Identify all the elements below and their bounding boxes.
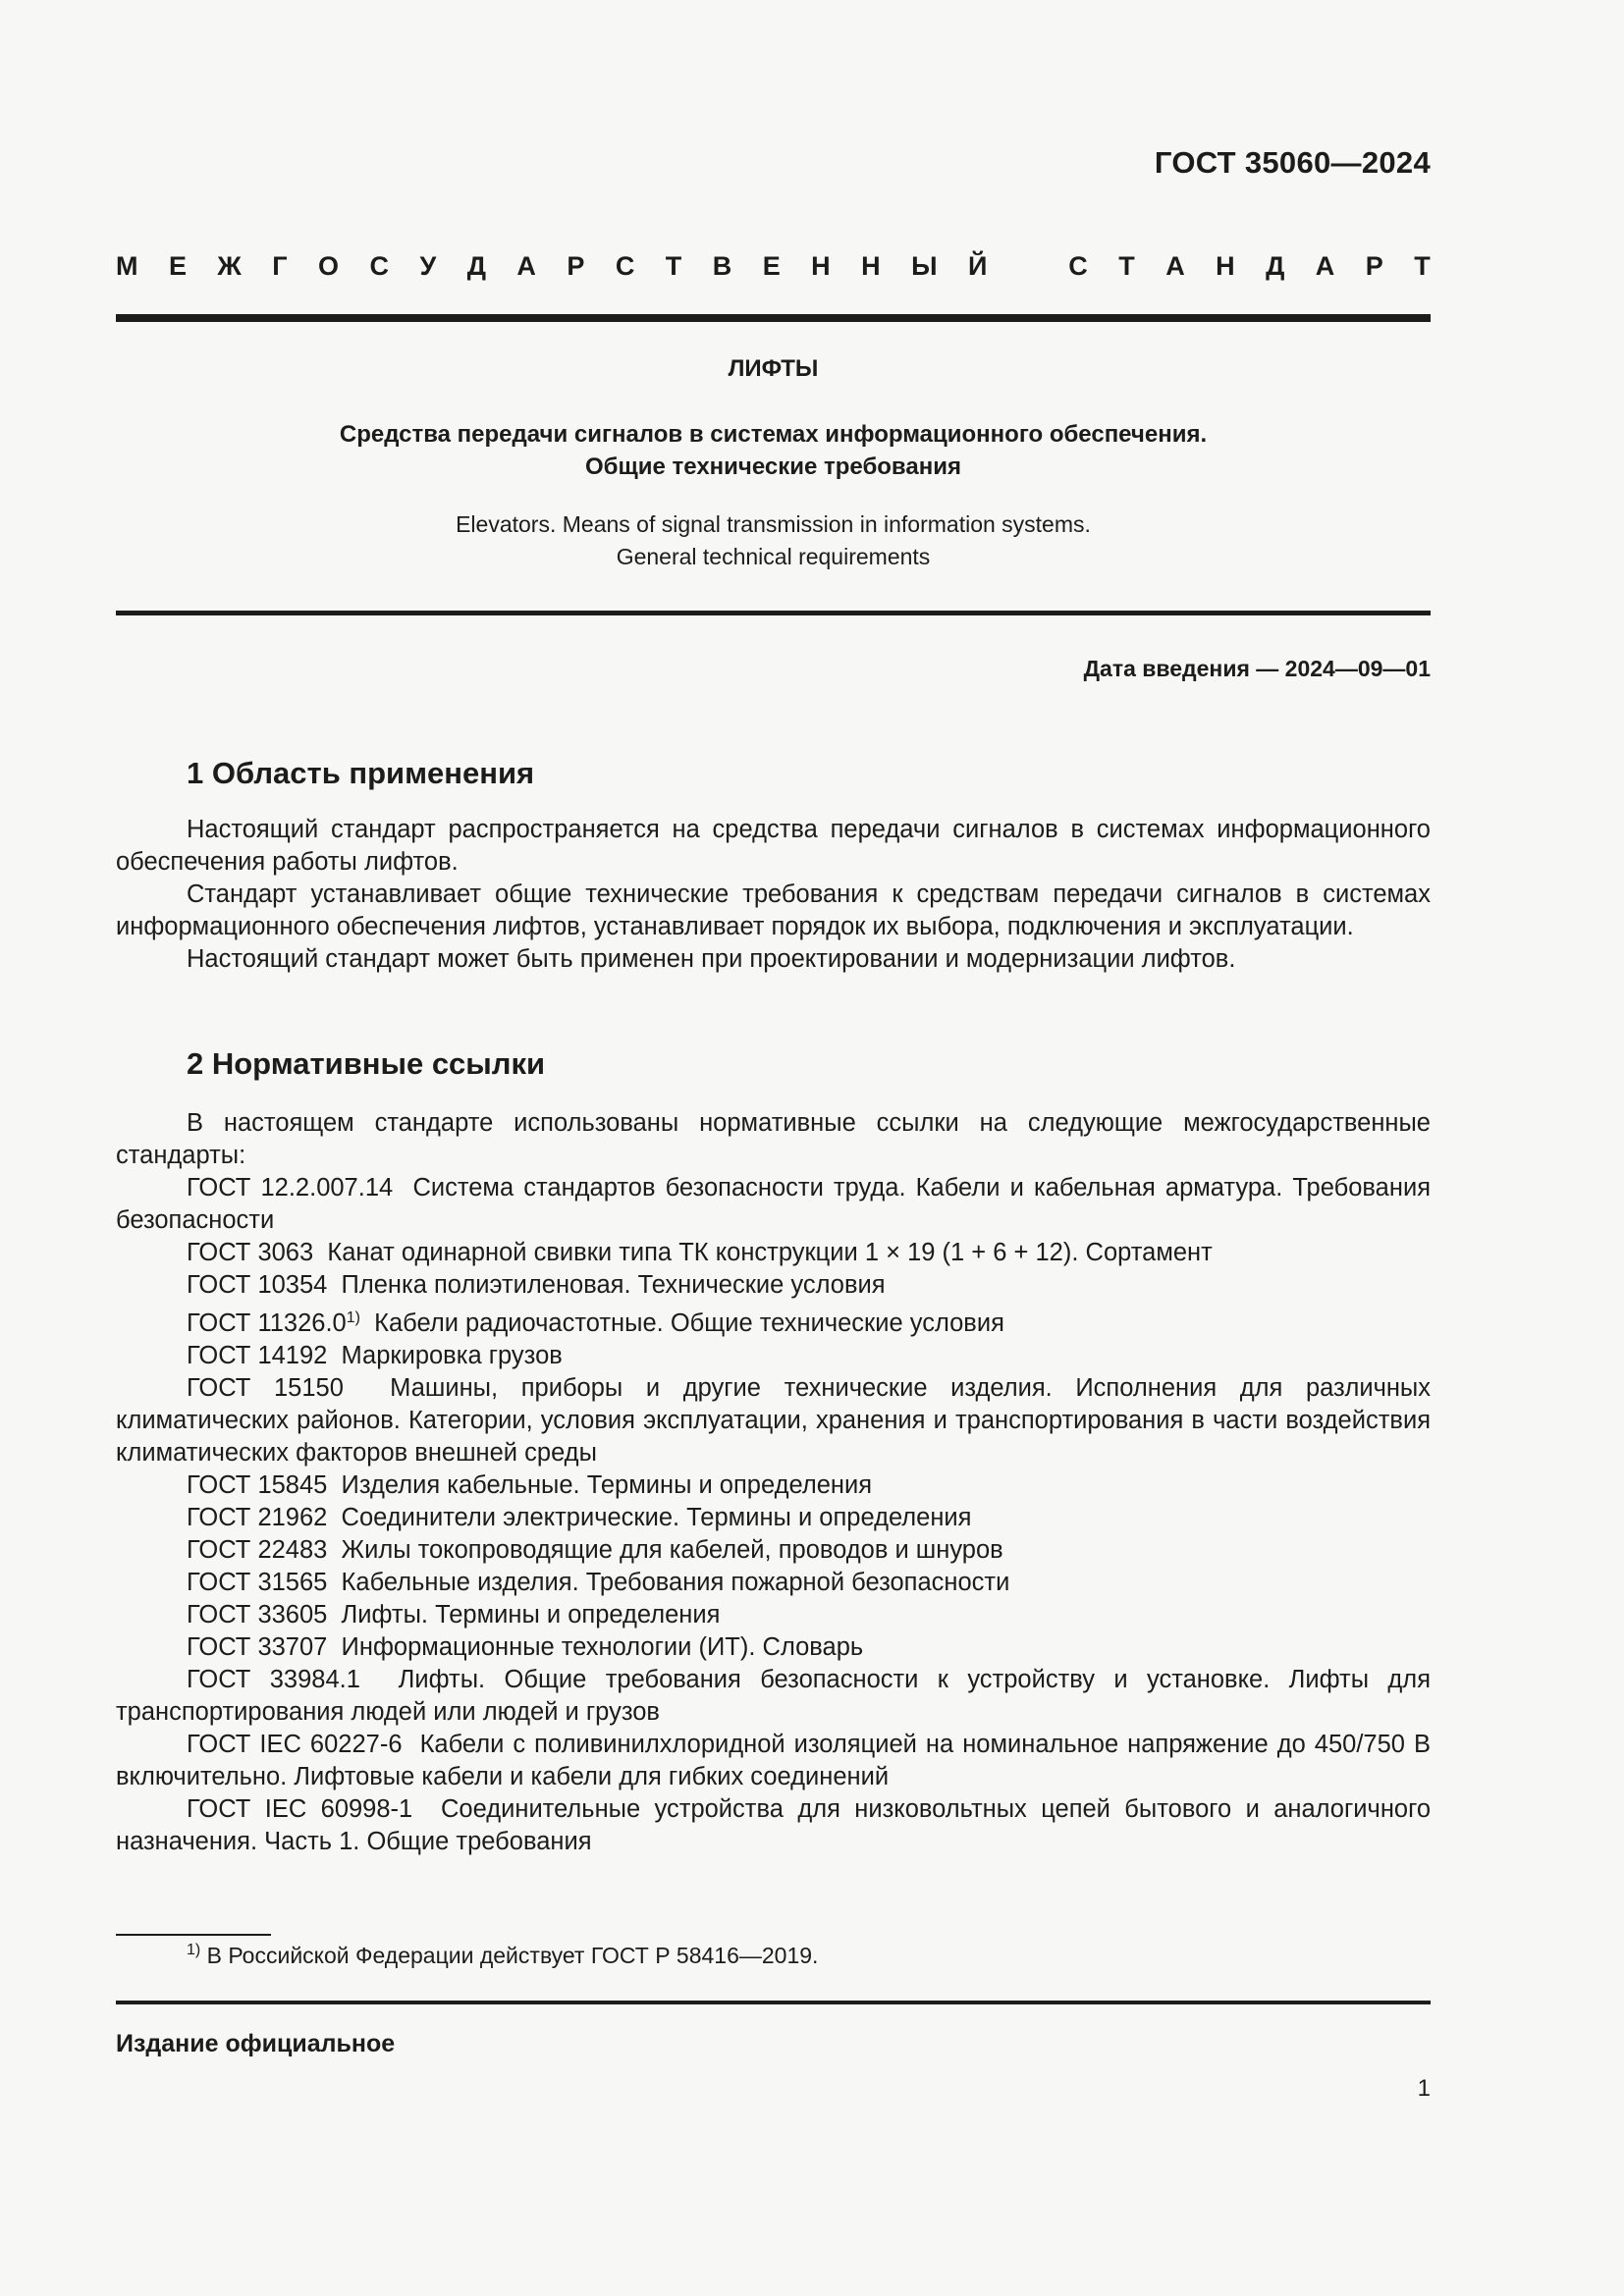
standard-type-heading bbox=[116, 251, 1431, 282]
reference-code: ГОСТ 33984.1 bbox=[187, 1666, 360, 1693]
reference-item bbox=[116, 1340, 1431, 1372]
standard-type-letter bbox=[1018, 251, 1038, 282]
reference-code: ГОСТ 33605 bbox=[187, 1601, 328, 1629]
top-thick-rule bbox=[116, 314, 1431, 322]
title-bottom-rule bbox=[116, 611, 1431, 615]
title-english-line-2: General technical requirements bbox=[616, 544, 931, 569]
standard-type-letter: С bbox=[369, 251, 390, 281]
reference-code: ГОСТ IEC 60998-1 bbox=[187, 1795, 413, 1823]
reference-code: ГОСТ 14192 bbox=[187, 1342, 328, 1369]
reference-item bbox=[116, 1664, 1431, 1729]
reference-item bbox=[116, 1237, 1431, 1269]
standard-type-letter: В bbox=[712, 251, 732, 281]
reference-code: ГОСТ IEC 60227-6 bbox=[187, 1731, 403, 1758]
standard-type-letter: Й bbox=[967, 251, 988, 281]
reference-code: ГОСТ 12.2.007.14 bbox=[187, 1174, 394, 1201]
reference-code: ГОСТ 22483 bbox=[187, 1536, 328, 1564]
title-english-line-1: Elevators. Means of signal transmission in information systems. bbox=[456, 511, 1091, 537]
reference-item bbox=[116, 1172, 1431, 1237]
reference-title: Соединительные устройства для низковольтных цепей бытового и аналогичного назначения. Часть 1. Общие требования bbox=[116, 1795, 1432, 1855]
document-number: ГОСТ 35060—2024 bbox=[1154, 145, 1431, 180]
footnote-reference-mark: 1) bbox=[346, 1309, 360, 1326]
section-2-body bbox=[116, 1107, 1431, 1858]
footnote-mark: 1) bbox=[187, 1942, 201, 1958]
reference-title: Кабели с поливинилхлоридной изоляцией на номинальное напряжение до 450/750 В включительно. Лифтовые кабели и кабели для гибких соединений bbox=[116, 1731, 1431, 1790]
reference-code: ГОСТ 33707 bbox=[187, 1633, 328, 1661]
reference-code: ГОСТ 3063 bbox=[187, 1239, 314, 1266]
footer-rule bbox=[116, 2001, 1431, 2004]
standard-type-letter: А bbox=[1165, 251, 1185, 281]
reference-code: ГОСТ 31565 bbox=[187, 1569, 328, 1596]
standard-type-letter: Т bbox=[1118, 251, 1135, 281]
standard-type-letter: Н bbox=[1216, 251, 1235, 281]
reference-title: Машины, приборы и другие технические изделия. Исполнения для различных климатических районов. Категории, условия эксплуатации, хранения и транспортирования в части воздействия климатических факторов внешней среды bbox=[116, 1374, 1432, 1467]
reference-title: Маркировка грузов bbox=[341, 1342, 563, 1369]
reference-item bbox=[116, 1793, 1431, 1858]
reference-item bbox=[116, 1372, 1431, 1469]
section-1-body bbox=[116, 814, 1431, 976]
standard-type-letter: У bbox=[419, 251, 437, 281]
reference-code: ГОСТ 15845 bbox=[187, 1471, 328, 1499]
reference-title: Соединители электрические. Термины и определения bbox=[341, 1504, 972, 1531]
standard-type-letter: А bbox=[516, 251, 536, 281]
reference-title: Жилы токопроводящие для кабелей, проводов и шнуров bbox=[341, 1536, 1003, 1564]
reference-title: Система стандартов безопасности труда. Кабели и кабельная арматура. Требования безопасности bbox=[116, 1174, 1432, 1234]
title-russian-line-1: Средства передачи сигналов в системах информационного обеспечения. bbox=[339, 421, 1208, 448]
official-edition-label: Издание официальное bbox=[116, 2030, 396, 2057]
section-2-heading: 2 Нормативные ссылки bbox=[187, 1046, 546, 1081]
standard-type-letter: А bbox=[1315, 251, 1335, 281]
standard-type-letter: Р bbox=[567, 251, 585, 281]
title-english bbox=[116, 508, 1431, 573]
section-1-heading: 1 Область применения bbox=[187, 756, 535, 790]
reference-item bbox=[116, 1269, 1431, 1302]
standard-type-letter: Р bbox=[1365, 251, 1383, 281]
introduction-date: Дата введения — 2024—09—01 bbox=[1083, 656, 1431, 681]
standard-type-letter: О bbox=[318, 251, 340, 281]
standard-type-letter: Т bbox=[665, 251, 682, 281]
standard-type-letter: Е bbox=[762, 251, 781, 281]
standard-type-letter: Д bbox=[466, 251, 486, 281]
section-1-paragraph: Стандарт устанавливает общие технические требования к средствам передачи сигналов в системах информационного обеспечения лифтов, устанавливает порядок их выбора, подключения и эксплуатации. bbox=[116, 881, 1431, 940]
section-1-paragraph: Настоящий стандарт может быть применен при проектировании и модернизации лифтов. bbox=[187, 945, 1236, 973]
reference-item bbox=[116, 1302, 1431, 1340]
standard-type-letter: С bbox=[1068, 251, 1088, 281]
reference-title: Информационные технологии (ИТ). Словарь bbox=[341, 1633, 864, 1661]
reference-title: Изделия кабельные. Термины и определения bbox=[341, 1471, 873, 1499]
reference-code: ГОСТ 15150 bbox=[187, 1374, 344, 1402]
reference-item bbox=[116, 1631, 1431, 1664]
reference-title: Пленка полиэтиленовая. Технические условия bbox=[341, 1271, 886, 1299]
reference-item bbox=[116, 1567, 1431, 1599]
footnote-separator bbox=[116, 1934, 271, 1936]
reference-item bbox=[116, 1534, 1431, 1567]
standard-type-letter: Ж bbox=[217, 251, 242, 281]
reference-code: ГОСТ 10354 bbox=[187, 1271, 328, 1299]
title-russian bbox=[116, 418, 1431, 483]
footnote-text: В Российской Федерации действует ГОСТ Р 58416—2019. bbox=[206, 1943, 819, 1968]
reference-title: Канат одинарной свивки типа ТК конструкции 1 × 19 (1 + 6 + 12). Сортамент bbox=[327, 1239, 1213, 1266]
reference-code: ГОСТ 21962 bbox=[187, 1504, 328, 1531]
title-russian-line-2: Общие технические требования bbox=[585, 454, 961, 480]
standard-type-letter: Ы bbox=[911, 251, 938, 281]
reference-title: Лифты. Термины и определения bbox=[341, 1601, 721, 1629]
reference-item bbox=[116, 1469, 1431, 1502]
standard-type-letter: Т bbox=[1414, 251, 1431, 281]
standard-type-letter: Н bbox=[861, 251, 881, 281]
section-2-intro: В настоящем стандарте использованы нормативные ссылки на следующие межгосударственные стандарты: bbox=[116, 1109, 1431, 1169]
standard-type-letter: С bbox=[615, 251, 635, 281]
section-1-paragraph: Настоящий стандарт распространяется на средства передачи сигналов в системах информационного обеспечения работы лифтов. bbox=[116, 816, 1431, 876]
title-main: ЛИФТЫ bbox=[728, 355, 819, 382]
standard-type-letter: Г bbox=[272, 251, 288, 281]
page-number: 1 bbox=[1417, 2075, 1431, 2102]
reference-item bbox=[116, 1729, 1431, 1793]
reference-title: Кабели радиочастотные. Общие технические условия bbox=[374, 1309, 1004, 1337]
footnote bbox=[187, 1942, 818, 1969]
reference-code: ГОСТ 11326.0 bbox=[187, 1309, 347, 1337]
reference-item bbox=[116, 1502, 1431, 1534]
standard-type-letter: Н bbox=[811, 251, 831, 281]
normative-references-list bbox=[116, 1172, 1431, 1858]
standard-type-letter: Д bbox=[1266, 251, 1285, 281]
reference-title: Кабельные изделия. Требования пожарной безопасности bbox=[341, 1569, 1010, 1596]
reference-item bbox=[116, 1599, 1431, 1631]
standard-type-letter: Е bbox=[168, 251, 187, 281]
standard-type-letter: М bbox=[116, 251, 138, 281]
reference-title: Лифты. Общие требования безопасности к устройству и установке. Лифты для транспортирования людей или людей и грузов bbox=[116, 1666, 1431, 1726]
